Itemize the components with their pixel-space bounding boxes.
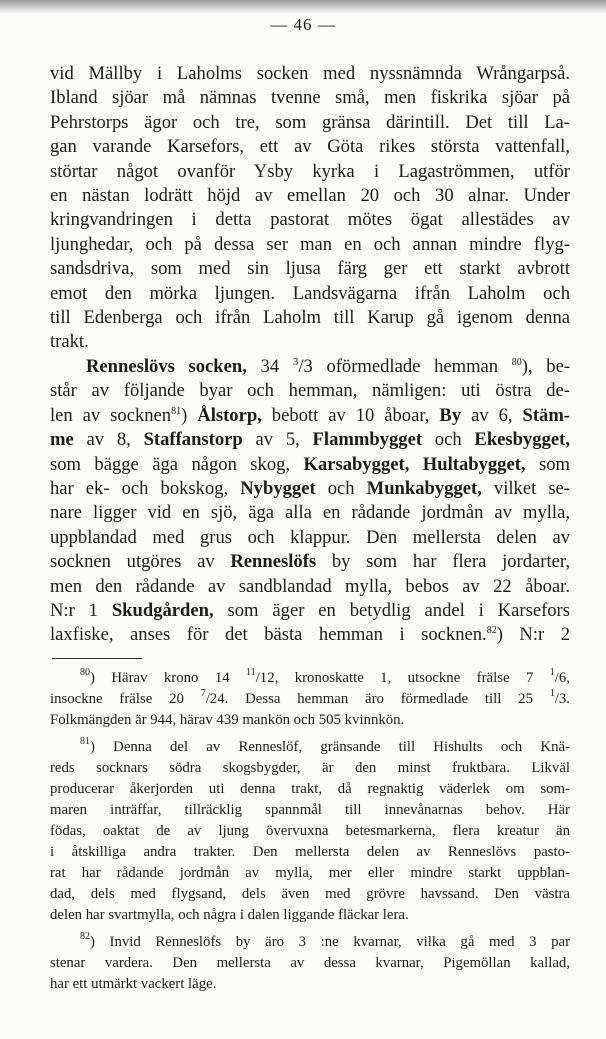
text-run: och	[315, 477, 367, 499]
text-run: som äger en betydlig andel i Karsefors	[213, 599, 570, 621]
text-run: av 5,	[242, 429, 313, 451]
text-run: )	[181, 404, 198, 426]
text-run: oförmedlade hemman	[312, 355, 512, 377]
text-line: uppblandad med grus och klappur. Den mellersta delen av	[50, 526, 570, 548]
text-line: gan varande Karsefors, ett av Göta rikes största vattenfall,	[50, 136, 570, 158]
fraction-numerator: 7	[200, 688, 206, 699]
text-line: står av följande byar och hemman, nämligen: uti östra de-	[50, 380, 570, 402]
footnote-ref: 82	[486, 625, 497, 637]
text-line: Pehrstorps ägor och tre, som gränsa därintill. Det till La-	[50, 111, 570, 133]
text-line	[50, 404, 570, 428]
text-line: en nästan lodrätt höjd av emellan 20 och 30 alnar. Under	[50, 185, 570, 207]
text-run: bebott av 10 åboar,	[261, 404, 440, 426]
text-line: stenar vardera. Den mellersta av dessa kvarnar, Pigemöllan kallad,	[50, 955, 570, 971]
text-line	[50, 477, 570, 501]
text-run: har ek- och bokskog,	[50, 477, 241, 499]
fraction-denominator: /12	[255, 670, 275, 686]
page-number: — 46 —	[270, 15, 336, 34]
text-run: av 6,	[461, 404, 523, 426]
text-run: av 8,	[73, 429, 144, 451]
paragraph-1	[50, 62, 570, 355]
text-line: födas, oaktat de av ljung övervuxna betesmarkerna, flera kreatur än	[50, 823, 570, 839]
paragraph-2	[50, 355, 570, 648]
text-line	[50, 689, 570, 710]
scan-edge-shadow	[0, 0, 606, 14]
footnote-ref: 80	[511, 356, 522, 368]
bold-term: Ekesbygget,	[474, 429, 570, 451]
text-run: vilket se-	[481, 477, 570, 499]
text-line: sandsdriva, som med sin ljusa färg ger ett starkt avbrott	[50, 258, 570, 280]
footnote-mark: 80	[80, 667, 90, 678]
fraction-denominator: /3.	[554, 691, 570, 707]
text-line: delen har svartmylla, och några i dalen liggande fläckar lera.	[50, 907, 409, 923]
text-line: i åtskilliga andra trakter. Den mellersta delen av Renneslövs pasto-	[50, 844, 570, 860]
bold-term: Staffanstorp	[143, 429, 243, 451]
text-run: ) N:r 2	[496, 624, 570, 646]
text-line: dad, dels med flygsand, dels även med grövre havssand. Den västra	[50, 886, 570, 902]
text-line: vid Mällby i Laholms socken med nyssnämnda Wrångarpså.	[50, 63, 570, 84]
footnote-80	[50, 668, 570, 731]
text-run: ) Invid Renneslöfs by äro 3 :ne kvarnar, vilka gå med 3 par	[90, 934, 570, 950]
text-line: maren inträffar, tillräcklig spannmål till innevånarnas behov. Här	[50, 802, 570, 818]
fraction-numerator: 11	[246, 667, 256, 678]
bold-term: By	[439, 404, 462, 426]
text-run: socknen utgöres av	[50, 551, 231, 573]
text-run: ) Denna del av Renneslöf, gränsande till Hishults och Knä-	[90, 739, 570, 755]
text-run: . Dessa hemman äro förmedlade till 25	[224, 691, 550, 707]
footnote-mark: 82	[80, 931, 90, 942]
footnote-ref: 81	[171, 405, 182, 417]
text-line: men den rådande av sandblandad mylla, bebos av 22 åboar.	[50, 575, 570, 597]
footnote-divider	[52, 658, 142, 659]
footnotes	[50, 668, 570, 1001]
bold-term: Skudgården,	[111, 599, 214, 621]
text-run: len av socknen	[50, 404, 172, 426]
text-line: nare ligger vid en sjö, äga alla en rådande jordmån av mylla,	[50, 502, 570, 524]
bold-term: Stäm-	[522, 404, 570, 426]
fraction-denominator: /6,	[554, 670, 570, 686]
fraction-numerator: 1	[549, 688, 555, 699]
text-line	[50, 453, 570, 477]
text-line	[50, 668, 570, 689]
text-line: rat har rådande jordmån av mylla, mer eller mindre starkt uppblan-	[50, 865, 570, 881]
text-line: trakt.	[50, 331, 89, 353]
text-run: och	[422, 429, 475, 451]
text-line	[50, 355, 570, 379]
text-run: insockne frälse 20	[50, 691, 201, 707]
text-line	[50, 428, 570, 452]
text-line: emot den mörka ljungen. Landsvägarna ifrån Laholm och	[50, 282, 570, 304]
text-run: som bägge äga någon skog,	[50, 453, 304, 475]
bold-term: me	[50, 429, 74, 451]
fraction-denominator: /3	[298, 355, 313, 377]
text-run: ), be-	[521, 355, 571, 377]
text-run: , kronoskatte 1, utsockne frälse 7	[274, 670, 550, 686]
text-run: N:r 1	[50, 599, 112, 621]
text-line	[50, 623, 570, 647]
bold-term: Karsabygget, Hultabygget,	[303, 453, 526, 475]
fraction	[293, 356, 313, 377]
text-run: by som har flera jordarter,	[316, 551, 570, 573]
fraction-denominator: /24	[205, 691, 225, 707]
text-line: Folkmängden är 944, härav 439 mankön och 505 kvinnkön.	[50, 712, 405, 728]
bold-term: Renneslöfs	[230, 551, 317, 573]
text-run: laxfiske, anses för det bästa hemman i socknen.	[50, 624, 487, 646]
fraction-numerator: 1	[549, 667, 555, 678]
bold-term: Nybygget	[240, 477, 316, 499]
footnote-82	[50, 932, 570, 995]
text-line: producerar åkerjorden uti denna trakt, då regnaktig väderlek om som-	[50, 781, 570, 797]
text-run: som	[525, 453, 570, 475]
bold-term: Ålstorp,	[197, 404, 262, 426]
text-line: ljunghedar, och på dessa ser man en och annan mindre flyg-	[50, 233, 570, 255]
text-line: har ett utmärkt vackert läge.	[50, 976, 217, 992]
text-run: 34	[246, 355, 293, 377]
text-line	[50, 932, 570, 953]
bold-term: Munkabygget,	[366, 477, 482, 499]
text-run: ) Härav krono 14	[90, 670, 247, 686]
text-line: Ibland sjöar må nämnas tvenne små, men fiskrika sjöar på	[50, 87, 570, 109]
text-line: reds socknars södra skogsbygder, är den minst fruktbara. Likväl	[50, 760, 570, 776]
text-line: kringvandringen i detta pastorat mötes ögat allestädes av	[50, 209, 570, 231]
text-line	[50, 599, 570, 623]
fraction-numerator: 3	[292, 355, 299, 368]
text-line	[50, 550, 570, 574]
text-line: till Edenberga och ifrån Laholm till Karup gå igenom denna	[50, 307, 570, 329]
footnote-mark: 81	[80, 736, 90, 747]
main-text	[50, 62, 570, 648]
bold-term: Renneslövs socken,	[86, 355, 247, 377]
text-line	[50, 737, 570, 758]
footnote-81	[50, 737, 570, 926]
text-line: störtar något ovanför Ysby kyrka i Lagaströmmen, utför	[50, 160, 570, 182]
bold-term: Flammbygget	[312, 429, 423, 451]
